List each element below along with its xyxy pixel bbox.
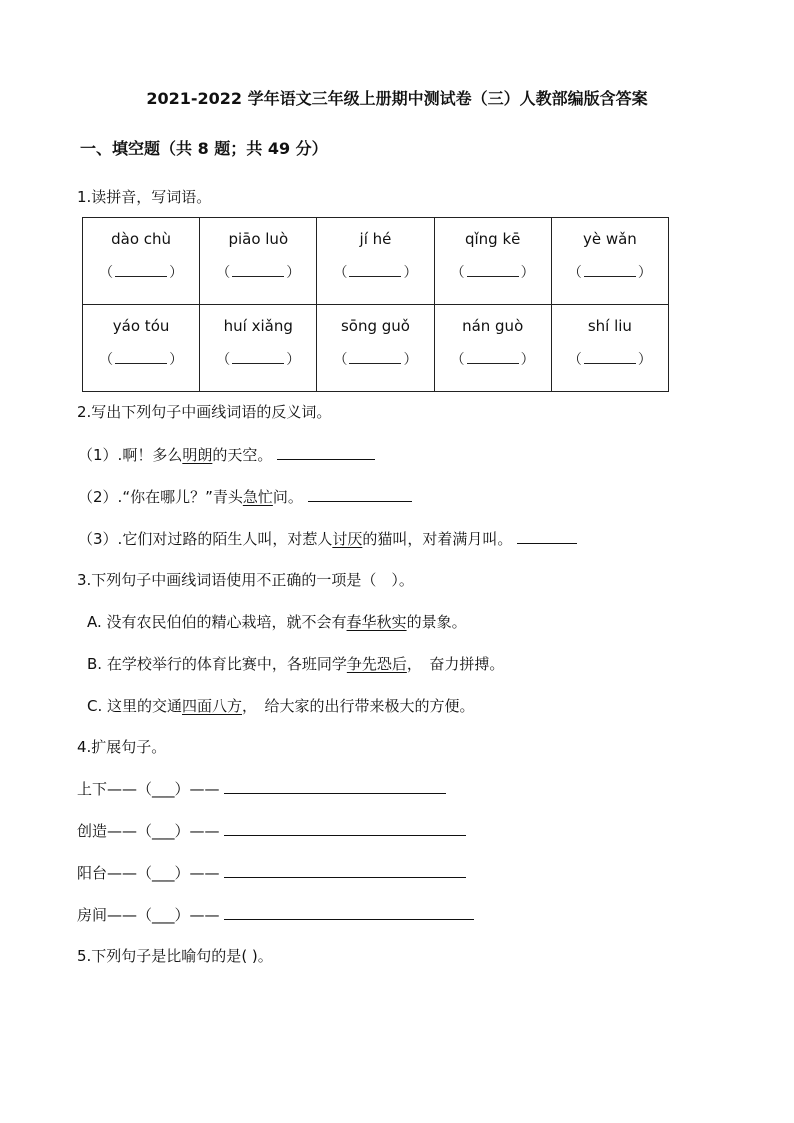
pinyin-cell: dào chù （ ）	[83, 218, 200, 305]
q3-option-c: C. 这里的交通四面八方， 给大家的出行带来极大的方便。	[87, 697, 475, 715]
answer-blank[interactable]	[224, 821, 466, 836]
answer-blank[interactable]	[308, 487, 412, 502]
pinyin-cell: sōng guǒ （ ）	[317, 305, 434, 392]
pinyin-cell: qǐng kē （ ）	[434, 218, 551, 305]
answer-blank[interactable]	[277, 445, 375, 460]
q4-item-2: 创造——（___）——	[77, 820, 466, 841]
pinyin-cell: nán guò （ ）	[434, 305, 551, 392]
q4-item-1: 上下——（___）——	[77, 778, 446, 799]
table-row	[83, 218, 669, 305]
answer-blank[interactable]	[224, 863, 466, 878]
answer-blank[interactable]	[224, 779, 446, 794]
pinyin-cell: shí liu （ ）	[551, 305, 668, 392]
pinyin-cell: yè wǎn （ ）	[551, 218, 668, 305]
q4-prompt: 4.扩展句子。	[77, 738, 167, 756]
q4-item-4: 房间——（___）——	[77, 904, 474, 925]
q1-prompt: 1.读拼音，写词语。	[77, 188, 212, 206]
q2-item-1: （1）.啊！多么明朗的天空。	[78, 444, 375, 465]
q3-option-b: B. 在学校举行的体育比赛中，各班同学争先恐后， 奋力拼搏。	[87, 655, 505, 673]
pinyin-cell: jí hé （ ）	[317, 218, 434, 305]
pinyin-cell: yáo tóu （ ）	[83, 305, 200, 392]
q4-item-3: 阳台——（___）——	[77, 862, 466, 883]
section-heading: 一、填空题（共 8 题；共 49 分）	[80, 139, 328, 158]
q3-prompt: 3.下列句子中画线词语使用不正确的一项是（ ）。	[77, 571, 414, 589]
answer-blank[interactable]	[517, 529, 577, 544]
pinyin-table	[82, 217, 669, 392]
q2-item-2: （2）.“你在哪儿？”青头急忙问。	[78, 486, 412, 507]
q2-item-3: （3）.它们对过路的陌生人叫，对惹人讨厌的猫叫，对着满月叫。	[78, 528, 577, 549]
page-title: 2021-2022 学年语文三年级上册期中测试卷（三）人教部编版含答案	[146, 89, 648, 108]
q3-option-a: A. 没有农民伯伯的精心栽培，就不会有春华秋实的景象。	[87, 613, 467, 631]
answer-blank[interactable]	[224, 905, 474, 920]
q2-prompt: 2.写出下列句子中画线词语的反义词。	[77, 403, 332, 421]
pinyin-cell: piāo luò （ ）	[200, 218, 317, 305]
q5-prompt: 5.下列句子是比喻句的是( )。	[77, 947, 273, 965]
pinyin-cell: huí xiǎng （ ）	[200, 305, 317, 392]
table-row	[83, 305, 669, 392]
